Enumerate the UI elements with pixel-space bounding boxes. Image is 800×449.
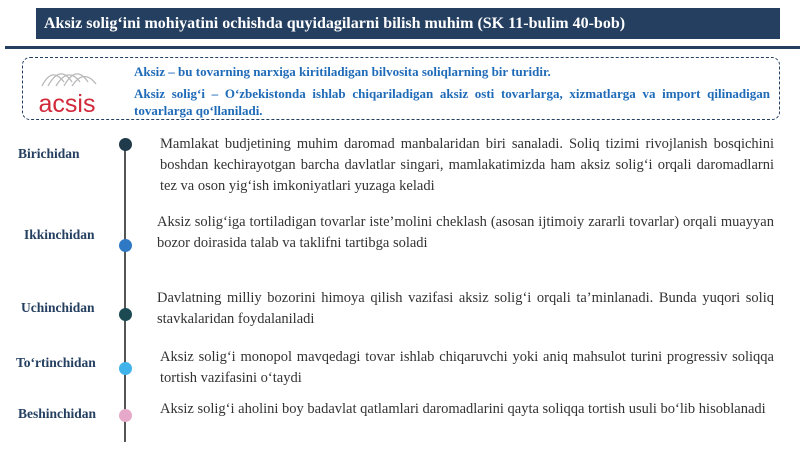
timeline-dot-5 xyxy=(119,409,132,422)
timeline-dot-2 xyxy=(119,239,132,252)
timeline-dot-4 xyxy=(119,362,132,375)
item-label-1: Birichidan xyxy=(18,146,80,161)
item-label-5: Beshinchidan xyxy=(18,406,97,421)
title-divider xyxy=(5,46,800,49)
item-text-5: Aksiz solig‘i aholini boy badavlat qatlamlari daromadlarini qayta soliqqa tortish usuli bo‘lib hisoblanadi xyxy=(160,401,766,417)
definition-line-2: Aksiz solig‘i – O‘zbekistonda ishlab chiqariladigan aksiz osti tovarlarga, xizmatlarga va import qilinadigan tovarlarga qo‘llaniladi. xyxy=(134,86,770,118)
item-text-3: Davlatning milliy bozorini himoya qilish vazifasi aksiz solig‘i orqali ta’minlanadi. Bunda yuqori soliq stavkalaridan foydalaniladi xyxy=(157,290,774,327)
item-label-2: Ikkinchidan xyxy=(24,227,95,242)
slide-title: Aksiz solig‘ini mohiyatini ochishda quyidagilarni bilish muhim (SK 11-bulim 40-bob) xyxy=(36,8,780,39)
timeline-dot-1 xyxy=(119,138,132,151)
logo-arcs-icon xyxy=(42,74,96,86)
item-label-4: To‘rtinchidan xyxy=(16,355,96,370)
item-text-4: Aksiz solig‘i monopol mavqedagi tovar ishlab chiqaruvchi yoki aniq mahsulot turini progressiv soliqqa tortish vazifasini o‘taydi xyxy=(160,349,774,386)
logo-wordmark: acsis xyxy=(38,90,96,118)
item-text-1: Mamlakat budjetining muhim daromad manbalaridan biri sanaladi. Soliq tizimi rivojlanish bosqichini boshdan kechirayotgan barcha davlatlar singari, mamlakatimizda ham aksiz solig‘i orqali daromadlarni tez va oson yig‘ish imkoniyatlari yuzaga keladi xyxy=(160,136,774,194)
timeline-dot-3 xyxy=(119,308,132,321)
item-label-3: Uchinchidan xyxy=(21,300,95,315)
definition-line-1: Aksiz – bu tovarning narxiga kiritiladigan bilvosita soliqlarning bir turidir. xyxy=(134,64,551,79)
acsis-logo xyxy=(34,62,102,118)
timeline-axis xyxy=(124,144,126,442)
item-text-2: Aksiz solig‘iga tortiladigan tovarlar iste’molini cheklash (asosan ijtimoiy zararli tovarlar) orqali muayyan bozor doirasida talab va taklifni tartibga soladi xyxy=(157,214,774,251)
